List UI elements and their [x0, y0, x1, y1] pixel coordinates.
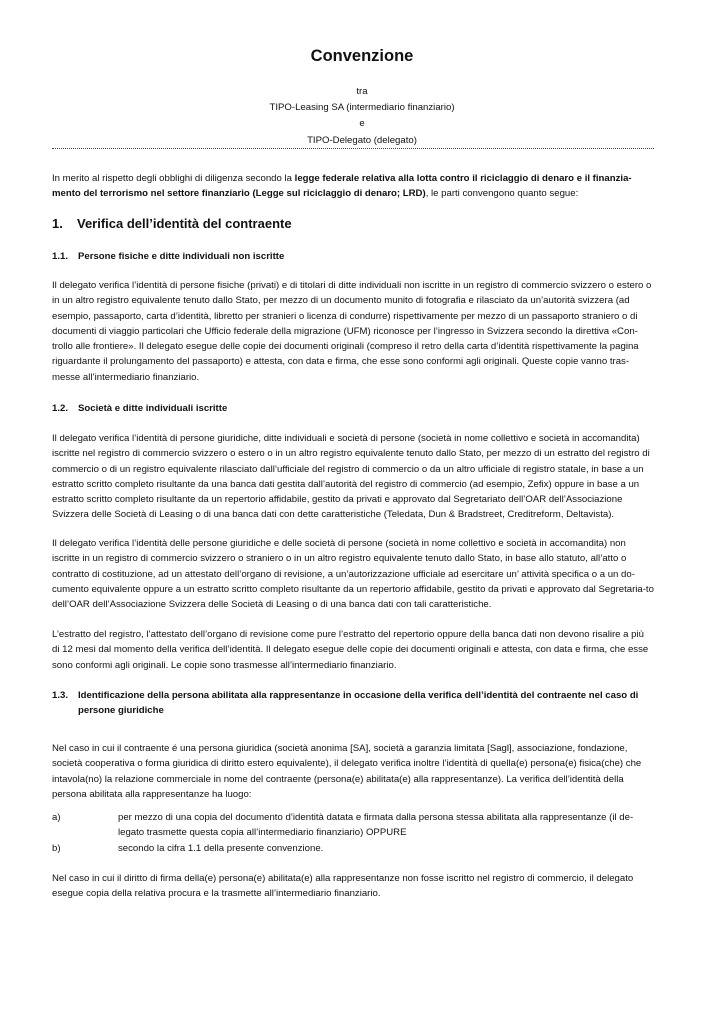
list-marker: b): [52, 843, 61, 854]
list-item-b: [52, 841, 652, 856]
subsection-1-2-heading: [52, 401, 652, 416]
section-number: 1.: [52, 216, 63, 231]
list-item-a: [52, 810, 652, 841]
subsection-1-1-heading: [52, 249, 652, 264]
subsection-title: Identificazione della persona abilitata alla rappresentanze in occasione della verifica dell’identità del contraente nel caso di persone giuridiche: [78, 690, 639, 717]
intro-prefix: In merito al rispetto degli obblighi di diligenza secondo la: [52, 173, 295, 184]
subsection-number: 1.2.: [52, 403, 69, 414]
intro-paragraph: [52, 171, 654, 202]
subsection-1-1-paragraph: Il delegato verifica l’identità di persone fisiche (privati) e di titolari di ditte individuali non iscritte in un registro di commercio svizzero o estero o in un altro registro equivalente tenuto dallo Stato, per mezzo di un documento munito di fotografia e rilasciato da un’autorità svizzera (ad esempio, passaporto, carta d’identità, libretto per stranieri o licenza di condurre) rispettivamente per mezzo di un passaporto straniero o di documenti di viaggio particolari che Ufficio federale della migrazione (UFM) riconosce per l’ingresso in Svizzera secondo la direttiva «Con-trollo alle frontiere». Il delegato esegue delle copie dei documenti originali (compreso il retro della carta d’identità rispettivamente la pagina riguardante il prolungamento del passaporto) e attesta, con data e firma, che esse sono conformi agli originali. Queste copie vanno tras-messe all’intermediario finanziario.: [52, 280, 652, 383]
subsection-1-3-paragraph-2: Nel caso in cui il diritto di firma della(e) persona(e) abilitata(e) alla rappresentanze non fosse iscritto nel registro di commercio, il delegato esegue copia della relativa procura e la trasmette all’intermediario finanziario.: [52, 873, 634, 900]
and-label: e: [359, 118, 365, 130]
subsection-title: Persone fisiche e ditte individuali non iscritte: [78, 251, 285, 262]
parties-block: [0, 84, 724, 149]
list-item-text: secondo la cifra 1.1 della presente convenzione.: [118, 843, 324, 854]
document-title: Convenzione: [310, 47, 414, 65]
subsection-number: 1.3.: [52, 690, 69, 701]
intro-law-name: legge federale relativa alla lotta contro il riciclaggio di denaro e il finanzia-mento del terrorismo nel settore finanziario (Legge sul riciclaggio di denaro; LRD): [52, 173, 632, 200]
between-label: tra: [356, 86, 368, 97]
section-title: Verifica dell’identità del contraente: [77, 216, 292, 231]
subsection-number: 1.1.: [52, 251, 69, 262]
section-1-heading: [52, 216, 292, 231]
list-marker: a): [52, 812, 61, 823]
subsection-1-2-paragraph-3: L’estratto del registro, l’attestato dell’organo di revisione come pure l’estratto del repertorio oppure della banca dati non devono risalire a più di 12 mesi dal momento della verifica dell’identità. Il delegato esegue delle copie dei documenti originali e attesta, con data e firma, che esse sono conformi agli originali. Le copie sono trasmesse all’intermediario finanziario.: [52, 629, 649, 671]
party-2: TIPO-Delegato (delegato): [307, 134, 417, 146]
subsection-1-2-paragraph-1: Il delegato verifica l’identità di persone giuridiche, ditte individuali e società di persone (società in nome collettivo e società in accomandita) iscritte nel registro di commercio svizzero o estero o in un altro registro equivalente tenuto dallo Stato, per mezzo di un estratto del registro di commercio o di un registro equivalente rilasciato dall’ufficiale del registro di commercio o da un altro ufficiale di registro statale, in base a un estratto scritto completo risultante da una banca dati gestita dall’autorità del registro di commercio (ad esempio, Zefix) oppure in base a un estratto scritto completo risultante da un repertorio affidabile, gestito da privati e approvato dal Segretariato dell’OAR dell’Associazione Svizzera delle Società di Leasing o di una banca dati con dette caratteristiche (Teledata, Dun & Bradstreet, Creditreform, Deltavista).: [52, 433, 650, 521]
subsection-title: Società e ditte individuali iscritte: [78, 403, 228, 414]
subsection-1-2-paragraph-2: Il delegato verifica l’identità delle persone giuridiche e delle società di persone (società in nome collettivo e società in accomandita) non iscritte in un registro di commercio svizzero o straniero o in un altro registro equivalente tenuto dallo Stato, in base allo statuto, all’atto o contratto di costituzione, ad un attestato dell’organo di revisione, a un’autorizzazione ufficiale ad esercitare un’ attività specifica o a un do-cumento equivalente oppure a un estratto scritto completo risultante da un repertorio affidabile, gestito da privati e approvato dal Segretaria-to dell’OAR dell’Associazione Svizzera delle Società di Leasing o di una banca dati con tali caratteristiche.: [52, 538, 654, 611]
intro-suffix: , le parti convengono quanto segue:: [425, 188, 579, 200]
subsection-1-3-paragraph-1: Nel caso in cui il contraente é una persona giuridica (società anonima [SA], società a garanzia limitata [Sagl], associazione, fondazione, società cooperativa o forma giuridica di diritto estero equivalente), il delegato verifica inoltre l’identità di quella(e) persona(e) fisica(che) che intavola(no) la relazione commerciale in nome del contraente (persona(e) abilitata(e) alla rappresentanze). La verifica dell’identità della persona abilitata alla rappresentanze ha luogo:: [52, 743, 642, 800]
dotted-divider: [52, 148, 654, 149]
list-item-text: per mezzo di una copia del documento d’identità datata e firmata dalla persona stessa abilitata alla rappresentanze (il de-legato trasmette questa copia all’intermediario finanziario) OPPURE: [118, 812, 634, 839]
party-1: TIPO-Leasing SA (intermediario finanziario): [269, 102, 455, 114]
subsection-1-3-heading: [52, 688, 652, 719]
